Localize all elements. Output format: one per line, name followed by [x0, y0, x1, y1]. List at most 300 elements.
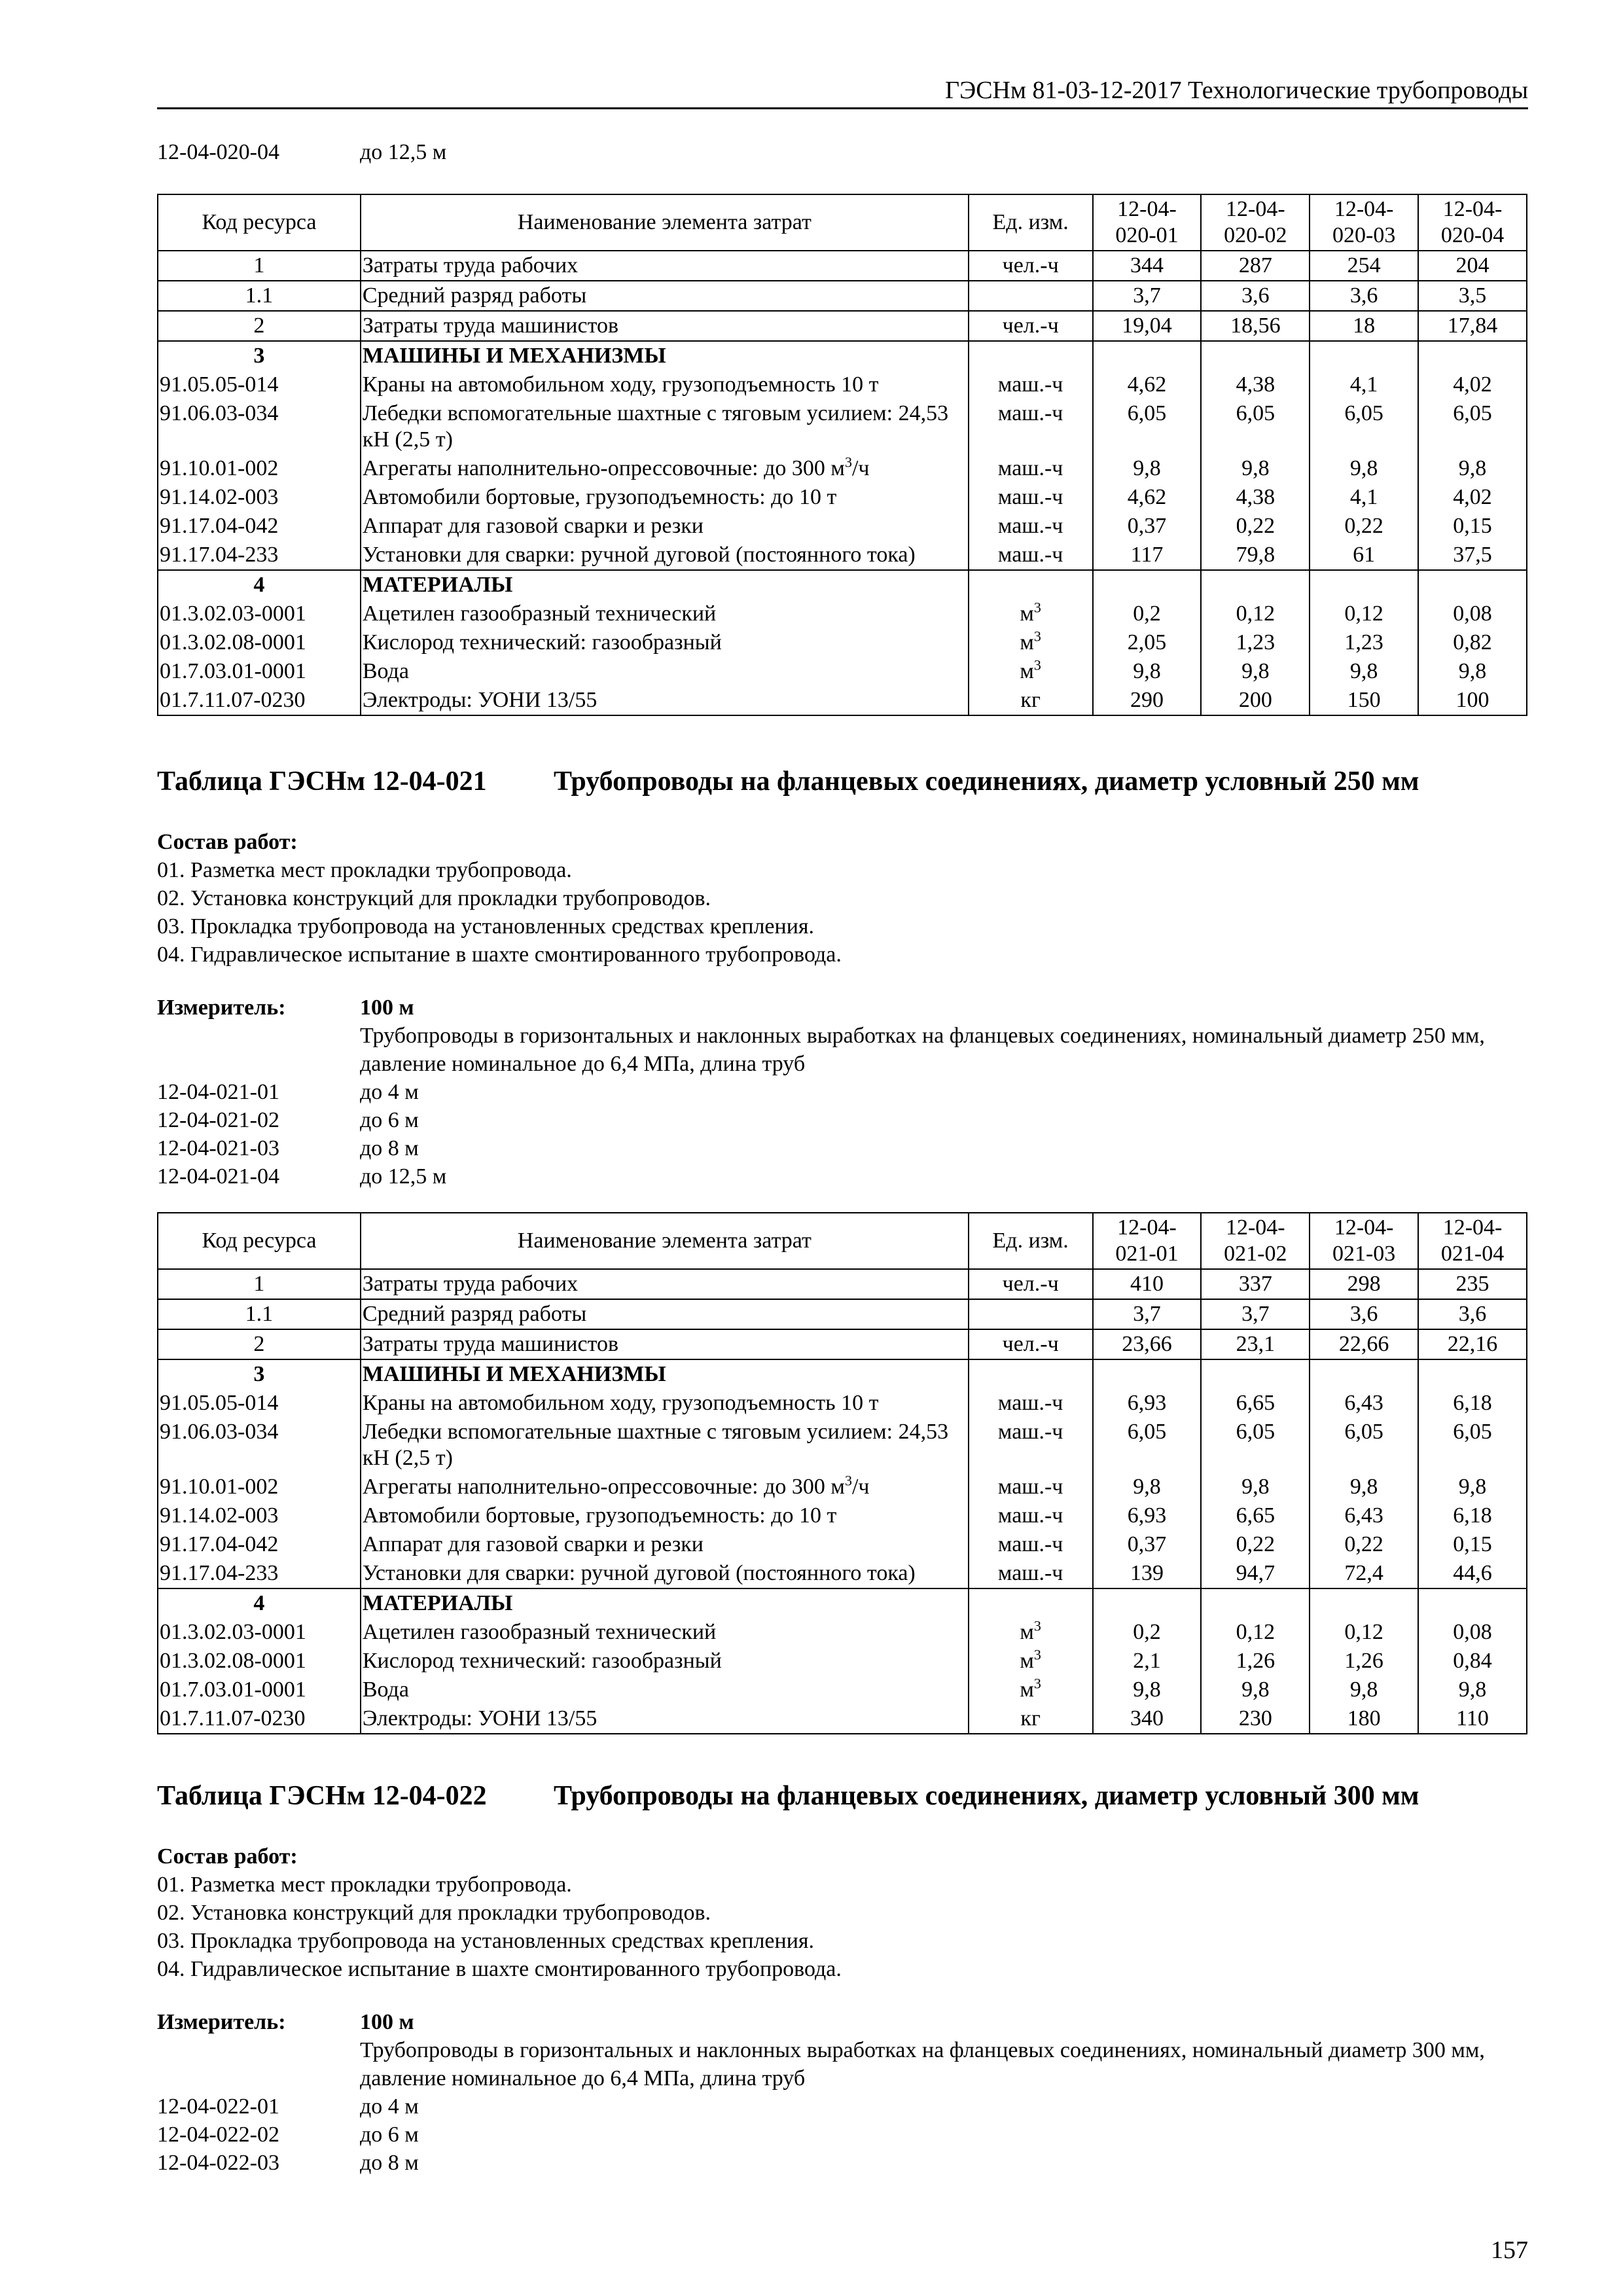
cost-element-name: Вода	[361, 657, 969, 686]
work-step: 04. Гидравлическое испытание в шахте смонтированного трубопровода.	[157, 1957, 842, 1981]
norm-value: 3,6	[1418, 1299, 1527, 1329]
norm-value: 9,8	[1418, 1676, 1527, 1704]
table-row	[158, 454, 1527, 483]
norm-value: 3,6	[1201, 281, 1310, 311]
norm-value: 100	[1418, 686, 1527, 715]
table-row	[158, 1704, 1527, 1734]
unit: чел.-ч	[969, 251, 1093, 281]
cost-element-name: Агрегаты наполнительно-опрессовочные: до 300 $м^3/ч$	[361, 454, 969, 483]
table-row	[158, 251, 1527, 281]
unit	[969, 341, 1093, 370]
norm-value: 0,2	[1093, 600, 1202, 628]
cost-element-name: Средний разряд работы	[361, 281, 969, 311]
norm-value: 6,43	[1310, 1501, 1418, 1530]
col-header-norm: 12-04- 020-04	[1418, 194, 1527, 251]
unit: кг	[969, 686, 1093, 715]
norm-value: 1,26	[1310, 1647, 1418, 1676]
cost-element-name: МАТЕРИАЛЫ	[361, 1588, 969, 1618]
table-row	[158, 399, 1527, 454]
norm-value: 3,6	[1310, 281, 1418, 311]
section-row	[158, 341, 1527, 370]
resource-code: 01.3.02.08-0001	[158, 628, 361, 657]
norm-value: 4,1	[1310, 483, 1418, 512]
unit: маш.-ч	[969, 1473, 1093, 1501]
resource-code: 01.7.03.01-0001	[158, 657, 361, 686]
norm-value: 9,8	[1201, 1676, 1310, 1704]
work-step: 04. Гидравлическое испытание в шахте смонтированного трубопровода.	[157, 942, 842, 967]
resource-code: 91.17.04-042	[158, 1530, 361, 1559]
norm-value	[1310, 341, 1418, 370]
norm-value: 4,02	[1418, 483, 1527, 512]
norm-value: 9,8	[1310, 1473, 1418, 1501]
meter-unit: 100 м	[360, 996, 414, 1020]
norm-value: 180	[1310, 1704, 1418, 1734]
cost-element-name: Затраты труда машинистов	[361, 311, 969, 341]
norm-value: 4,02	[1418, 370, 1527, 399]
norm-value	[1093, 1359, 1202, 1389]
item-text: до 12,5 м	[360, 140, 447, 164]
continuation-row	[157, 140, 446, 165]
meter-items	[157, 2092, 419, 2177]
norm-value: 200	[1201, 686, 1310, 715]
unit: чел.-ч	[969, 311, 1093, 341]
meter-items	[157, 1078, 446, 1191]
norm-value: 0,22	[1310, 1530, 1418, 1559]
cost-element-name: Агрегаты наполнительно-опрессовочные: до 300 $м^3/ч$	[361, 1473, 969, 1501]
cost-element-name: Лебедки вспомогательные шахтные с тяговым усилием: 24,53 кН (2,5 т)	[361, 1418, 969, 1473]
cost-element-name: Лебедки вспомогательные шахтные с тяговым усилием: 24,53 кН (2,5 т)	[361, 399, 969, 454]
table-title-022	[157, 1780, 1419, 1812]
norm-value: 9,8	[1310, 454, 1418, 483]
meter-label: Измеритель:	[157, 996, 286, 1020]
cost-element-name: Электроды: УОНИ 13/55	[361, 1704, 969, 1734]
unit: маш.-ч	[969, 454, 1093, 483]
norm-value: 0,08	[1418, 1618, 1527, 1647]
section-row	[158, 1588, 1527, 1618]
cost-element-name: Кислород технический: газообразный	[361, 628, 969, 657]
norm-value	[1201, 570, 1310, 600]
unit: $м^3$	[969, 657, 1093, 686]
cost-element-name: Вода	[361, 1676, 969, 1704]
table-row	[158, 1329, 1527, 1359]
resource-code: 4	[158, 570, 361, 600]
table-row	[158, 1269, 1527, 1299]
item-code: 12-04-022-01	[157, 2094, 279, 2119]
cost-element-name: МАШИНЫ И МЕХАНИЗМЫ	[361, 1359, 969, 1389]
resource-code: 2	[158, 311, 361, 341]
norm-value: 6,05	[1093, 399, 1202, 454]
work-step: 03. Прокладка трубопровода на установленных средствах крепления.	[157, 914, 815, 939]
meter-item	[157, 2092, 419, 2121]
norm-value: 0,2	[1093, 1618, 1202, 1647]
works-list	[157, 856, 842, 969]
col-header-name: Наименование элемента затрат	[361, 1213, 969, 1269]
item-code: 12-04-021-01	[157, 1080, 279, 1104]
norm-value: 0,15	[1418, 512, 1527, 541]
unit: маш.-ч	[969, 512, 1093, 541]
item-text: до 8 м	[360, 2151, 419, 2175]
col-header-norm: 12-04- 020-01	[1093, 194, 1202, 251]
norm-value: 9,8	[1201, 454, 1310, 483]
item-code: 12-04-021-03	[157, 1136, 279, 1160]
unit: маш.-ч	[969, 1559, 1093, 1588]
norm-value	[1310, 1588, 1418, 1618]
resource-code: 91.14.02-003	[158, 483, 361, 512]
norm-value: 0,37	[1093, 1530, 1202, 1559]
norm-value: 230	[1201, 1704, 1310, 1734]
resource-code: 01.7.11.07-0230	[158, 1704, 361, 1734]
norm-value: 6,18	[1418, 1389, 1527, 1418]
norm-value: 6,05	[1093, 1418, 1202, 1473]
item-code: 12-04-021-02	[157, 1108, 279, 1132]
col-header-norm: 12-04- 021-03	[1310, 1213, 1418, 1269]
norm-value: 6,05	[1201, 399, 1310, 454]
norm-value	[1093, 570, 1202, 600]
meter-unit: 100 м	[360, 2010, 414, 2034]
table-number: Таблица ГЭСНм 12-04-022	[157, 1781, 487, 1811]
resource-code: 01.7.03.01-0001	[158, 1676, 361, 1704]
norm-value: 6,93	[1093, 1501, 1202, 1530]
table-row	[158, 1676, 1527, 1704]
unit	[969, 570, 1093, 600]
unit	[969, 1588, 1093, 1618]
norm-value: 0,12	[1201, 600, 1310, 628]
item-code: 12-04-021-04	[157, 1164, 279, 1189]
col-header-norm: 12-04- 021-04	[1418, 1213, 1527, 1269]
meter-item	[157, 1134, 446, 1162]
norm-value: 22,66	[1310, 1329, 1418, 1359]
unit: $м^3$	[969, 1647, 1093, 1676]
norm-value	[1310, 1359, 1418, 1389]
resource-code: 91.17.04-042	[158, 512, 361, 541]
norm-value: 337	[1201, 1269, 1310, 1299]
norm-value: 6,05	[1418, 399, 1527, 454]
resource-code: 1	[158, 251, 361, 281]
norm-value: 3,7	[1093, 281, 1202, 311]
resource-code: 91.17.04-233	[158, 541, 361, 570]
cost-element-name: Кислород технический: газообразный	[361, 1647, 969, 1676]
norm-value	[1310, 570, 1418, 600]
table-row	[158, 311, 1527, 341]
table-header-row	[158, 1213, 1527, 1269]
norm-value	[1418, 1359, 1527, 1389]
norm-value: 0,22	[1201, 512, 1310, 541]
resource-code: 01.3.02.03-0001	[158, 1618, 361, 1647]
unit: маш.-ч	[969, 541, 1093, 570]
table-row	[158, 628, 1527, 657]
norm-value: 4,62	[1093, 370, 1202, 399]
resource-code: 1.1	[158, 281, 361, 311]
cost-element-name: Аппарат для газовой сварки и резки	[361, 1530, 969, 1559]
unit: маш.-ч	[969, 483, 1093, 512]
meter-item	[157, 2149, 419, 2177]
work-step: 02. Установка конструкций для прокладки трубопроводов.	[157, 886, 711, 910]
norm-value: 235	[1418, 1269, 1527, 1299]
unit: маш.-ч	[969, 1418, 1093, 1473]
norm-value	[1201, 1588, 1310, 1618]
resource-code: 91.06.03-034	[158, 399, 361, 454]
work-step: 01. Разметка мест прокладки трубопровода.	[157, 858, 572, 882]
cost-element-name: Затраты труда рабочих	[361, 251, 969, 281]
norm-value	[1201, 341, 1310, 370]
norm-value: 6,65	[1201, 1389, 1310, 1418]
norm-value	[1093, 1588, 1202, 1618]
norm-value: 0,37	[1093, 512, 1202, 541]
item-code: 12-04-022-03	[157, 2151, 279, 2175]
unit: чел.-ч	[969, 1269, 1093, 1299]
resource-code: 01.7.11.07-0230	[158, 686, 361, 715]
norm-value: 0,12	[1310, 1618, 1418, 1647]
resource-code: 3	[158, 1359, 361, 1389]
norm-value: 17,84	[1418, 311, 1527, 341]
norm-value: 150	[1310, 686, 1418, 715]
work-step: 02. Установка конструкций для прокладки трубопроводов.	[157, 1901, 711, 1925]
table-title-text: Трубопроводы на фланцевых соединениях, диаметр условный 250 мм	[554, 766, 1419, 797]
item-text: до 6 м	[360, 1108, 419, 1132]
norm-value: 6,65	[1201, 1501, 1310, 1530]
norm-table-021	[157, 1212, 1527, 1734]
norm-value: 4,1	[1310, 370, 1418, 399]
table-row	[158, 1418, 1527, 1473]
meter-item	[157, 1078, 446, 1106]
norm-value: 9,8	[1310, 1676, 1418, 1704]
norm-value: 6,43	[1310, 1389, 1418, 1418]
norm-value: 6,05	[1201, 1418, 1310, 1473]
norm-value: 9,8	[1201, 657, 1310, 686]
norm-value: 3,7	[1093, 1299, 1202, 1329]
norm-value	[1418, 570, 1527, 600]
table-row	[158, 1618, 1527, 1647]
table-title-021	[157, 766, 1419, 797]
norm-value: 6,05	[1310, 1418, 1418, 1473]
norm-value: 6,18	[1418, 1501, 1527, 1530]
table-row	[158, 1530, 1527, 1559]
norm-value: 4,38	[1201, 370, 1310, 399]
norm-table-020	[157, 194, 1527, 716]
resource-code: 91.14.02-003	[158, 1501, 361, 1530]
norm-value: 110	[1418, 1704, 1527, 1734]
norm-value: 9,8	[1093, 1676, 1202, 1704]
col-header-name: Наименование элемента затрат	[361, 194, 969, 251]
unit	[969, 1299, 1093, 1329]
norm-value: 290	[1093, 686, 1202, 715]
norm-value: 0,22	[1310, 512, 1418, 541]
norm-value: 23,1	[1201, 1329, 1310, 1359]
cost-element-name: Аппарат для газовой сварки и резки	[361, 512, 969, 541]
norm-value: 9,8	[1201, 1473, 1310, 1501]
col-header-norm: 12-04- 021-01	[1093, 1213, 1202, 1269]
resource-code: 91.05.05-014	[158, 1389, 361, 1418]
table-row	[158, 600, 1527, 628]
norm-value: 94,7	[1201, 1559, 1310, 1588]
norm-value: 2,05	[1093, 628, 1202, 657]
table-row	[158, 1559, 1527, 1588]
cost-element-name: МАТЕРИАЛЫ	[361, 570, 969, 600]
resource-code: 3	[158, 341, 361, 370]
norm-value: 287	[1201, 251, 1310, 281]
norm-value: 4,38	[1201, 483, 1310, 512]
norm-value: 139	[1093, 1559, 1202, 1588]
norm-value	[1418, 1588, 1527, 1618]
norm-value: 23,66	[1093, 1329, 1202, 1359]
table-row	[158, 1501, 1527, 1530]
resource-code: 91.10.01-002	[158, 1473, 361, 1501]
norm-value: 0,08	[1418, 600, 1527, 628]
resource-code: 91.05.05-014	[158, 370, 361, 399]
norm-value: 0,84	[1418, 1647, 1527, 1676]
cost-element-name: Затраты труда рабочих	[361, 1269, 969, 1299]
unit: $м^3$	[969, 1618, 1093, 1647]
running-header: ГЭСНм 81-03-12-2017 Технологические трубопроводы	[157, 73, 1528, 109]
cost-element-name: Затраты труда машинистов	[361, 1329, 969, 1359]
norm-value: 19,04	[1093, 311, 1202, 341]
work-step: 03. Прокладка трубопровода на установленных средствах крепления.	[157, 1929, 815, 1953]
norm-value: 44,6	[1418, 1559, 1527, 1588]
unit: маш.-ч	[969, 370, 1093, 399]
resource-code: 1	[158, 1269, 361, 1299]
table-row	[158, 686, 1527, 715]
table-row	[158, 512, 1527, 541]
cost-element-name: Автомобили бортовые, грузоподъемность: до 10 т	[361, 483, 969, 512]
norm-value: 9,8	[1093, 657, 1202, 686]
norm-value: 72,4	[1310, 1559, 1418, 1588]
norm-value: 254	[1310, 251, 1418, 281]
item-text: до 8 м	[360, 1136, 419, 1160]
norm-value: 340	[1093, 1704, 1202, 1734]
unit: маш.-ч	[969, 1530, 1093, 1559]
unit: маш.-ч	[969, 1389, 1093, 1418]
cost-element-name: Электроды: УОНИ 13/55	[361, 686, 969, 715]
norm-value: 4,62	[1093, 483, 1202, 512]
col-header-norm: 12-04- 020-02	[1201, 194, 1310, 251]
unit	[969, 1359, 1093, 1389]
resource-code: 01.3.02.08-0001	[158, 1647, 361, 1676]
norm-value: 22,16	[1418, 1329, 1527, 1359]
norm-value: 0,82	[1418, 628, 1527, 657]
cost-element-name: Краны на автомобильном ходу, грузоподъемность 10 т	[361, 370, 969, 399]
item-text: до 4 м	[360, 1080, 419, 1104]
norm-value: 37,5	[1418, 541, 1527, 570]
item-text: до 6 м	[360, 2123, 419, 2147]
norm-value: 0,12	[1310, 600, 1418, 628]
resource-code: 91.06.03-034	[158, 1418, 361, 1473]
unit: чел.-ч	[969, 1329, 1093, 1359]
norm-value: 3,6	[1310, 1299, 1418, 1329]
norm-value: 2,1	[1093, 1647, 1202, 1676]
unit: $м^3$	[969, 600, 1093, 628]
unit: $м^3$	[969, 1676, 1093, 1704]
works-heading: Состав работ:	[157, 830, 298, 854]
item-text: до 12,5 м	[360, 1164, 447, 1189]
norm-value: 204	[1418, 251, 1527, 281]
cost-element-name: Установки для сварки: ручной дуговой (постоянного тока)	[361, 541, 969, 570]
table-row	[158, 1473, 1527, 1501]
meter-item	[157, 1162, 446, 1191]
norm-value: 18,56	[1201, 311, 1310, 341]
norm-value: 9,8	[1418, 454, 1527, 483]
meter-label: Измеритель:	[157, 2010, 286, 2034]
norm-value	[1201, 1359, 1310, 1389]
table-header-row	[158, 194, 1527, 251]
item-text: до 4 м	[360, 2094, 419, 2119]
norm-value: 3,7	[1201, 1299, 1310, 1329]
meter-description: Трубопроводы в горизонтальных и наклонных выработках на фланцевых соединениях, номинальный диаметр 250 мм, давление номинальное до 6,4 МПа, длина труб	[360, 1024, 1485, 1076]
unit: маш.-ч	[969, 399, 1093, 454]
norm-value: 117	[1093, 541, 1202, 570]
norm-value: 410	[1093, 1269, 1202, 1299]
meter-block	[157, 2008, 1531, 2204]
norm-value: 1,26	[1201, 1647, 1310, 1676]
table-row	[158, 1299, 1527, 1329]
section-row	[158, 570, 1527, 600]
resource-code: 4	[158, 1588, 361, 1618]
col-header-code: Код ресурса	[158, 194, 361, 251]
meter-block	[157, 994, 1531, 1190]
table-row	[158, 483, 1527, 512]
norm-value: 298	[1310, 1269, 1418, 1299]
norm-value: 61	[1310, 541, 1418, 570]
norm-value: 1,23	[1201, 628, 1310, 657]
norm-value: 6,93	[1093, 1389, 1202, 1418]
norm-value: 79,8	[1201, 541, 1310, 570]
meter-description: Трубопроводы в горизонтальных и наклонных выработках на фланцевых соединениях, номинальный диаметр 300 мм, давление номинальное до 6,4 МПа, длина труб	[360, 2038, 1485, 2090]
table-row	[158, 370, 1527, 399]
unit: $м^3$	[969, 628, 1093, 657]
norm-value	[1093, 341, 1202, 370]
resource-code: 91.17.04-233	[158, 1559, 361, 1588]
col-header-unit: Ед. изм.	[969, 194, 1093, 251]
col-header-norm: 12-04- 021-02	[1201, 1213, 1310, 1269]
work-step: 01. Разметка мест прокладки трубопровода.	[157, 1873, 572, 1897]
cost-element-name: Ацетилен газообразный технический	[361, 1618, 969, 1647]
norm-value: 1,23	[1310, 628, 1418, 657]
works-list	[157, 1871, 842, 1983]
item-code: 12-04-020-04	[157, 140, 279, 164]
norm-value: 6,05	[1310, 399, 1418, 454]
cost-element-name: Автомобили бортовые, грузоподъемность: до 10 т	[361, 1501, 969, 1530]
table-row	[158, 1389, 1527, 1418]
resource-code: 91.10.01-002	[158, 454, 361, 483]
section-row	[158, 1359, 1527, 1389]
table-row	[158, 657, 1527, 686]
item-code: 12-04-022-02	[157, 2123, 279, 2147]
resource-code: 01.3.02.03-0001	[158, 600, 361, 628]
norm-value: 0,12	[1201, 1618, 1310, 1647]
norm-value: 9,8	[1093, 454, 1202, 483]
col-header-norm: 12-04- 020-03	[1310, 194, 1418, 251]
norm-value: 9,8	[1418, 1473, 1527, 1501]
meter-item	[157, 1106, 446, 1134]
table-row	[158, 541, 1527, 570]
unit: кг	[969, 1704, 1093, 1734]
norm-value: 0,15	[1418, 1530, 1527, 1559]
cost-element-name: Ацетилен газообразный технический	[361, 600, 969, 628]
norm-value: 9,8	[1418, 657, 1527, 686]
norm-value: 3,5	[1418, 281, 1527, 311]
cost-element-name: Краны на автомобильном ходу, грузоподъемность 10 т	[361, 1389, 969, 1418]
table-row	[158, 281, 1527, 311]
norm-value: 18	[1310, 311, 1418, 341]
resource-code: 2	[158, 1329, 361, 1359]
table-row	[158, 1647, 1527, 1676]
col-header-unit: Ед. изм.	[969, 1213, 1093, 1269]
norm-value: 0,22	[1201, 1530, 1310, 1559]
norm-value: 6,05	[1418, 1418, 1527, 1473]
cost-element-name: Установки для сварки: ручной дуговой (постоянного тока)	[361, 1559, 969, 1588]
cost-element-name: Средний разряд работы	[361, 1299, 969, 1329]
unit	[969, 281, 1093, 311]
page-number: 157	[1491, 2236, 1528, 2264]
